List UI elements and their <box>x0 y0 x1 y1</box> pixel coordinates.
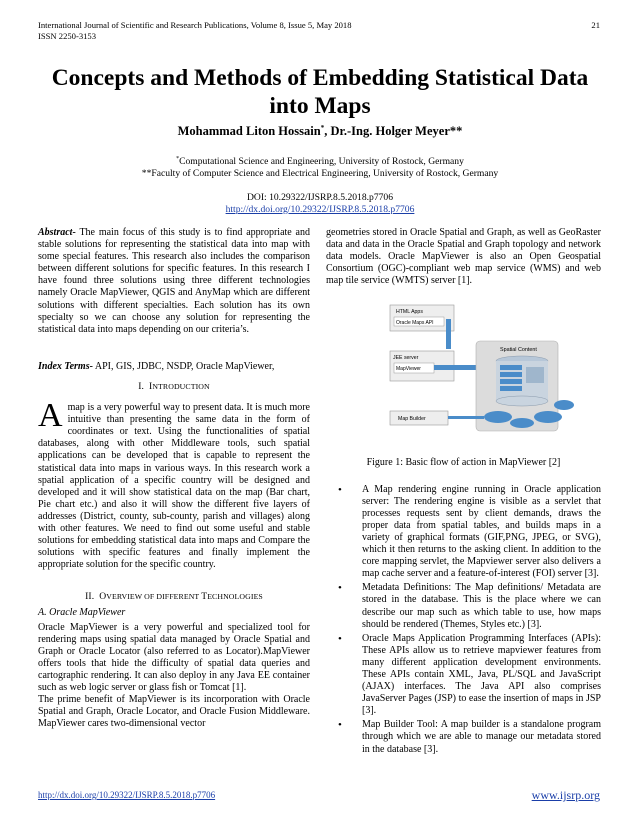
journal-name: International Journal of Scientific and Research Publications, Volume 8, Issue 5, May 2018 <box>38 20 352 30</box>
abstract-text: The main focus of this study is to find appropriate and stable solutions for representing the statistical data into map with some special features. This research also includes the comparison between different solutions for specific features. In this research I have found three solutions using three different technologies namely Oracle MapViewer, QGIS and AnyMap which are different solutions with different specialties. Each solution has its own specialty so we can choose any solution for representing the statistical data into maps depending on our criteria’s. <box>38 227 310 335</box>
bubble-3 <box>534 411 562 423</box>
section-2-rest-1: VERVIEW OF DIFFERENT <box>106 592 202 602</box>
html-apps-label: HTML Apps <box>396 309 423 316</box>
affiliation-1 <box>40 153 600 168</box>
spatial-content-label: Spatial Content <box>500 347 537 354</box>
right-column <box>326 227 601 758</box>
section-1-rest: NTRODUCTION <box>152 381 210 391</box>
mapviewer-paragraph-2: The prime benefit of MapViewer is its incorporation with Oracle Spatial and Graph, Oracle Locator, and Oracle Fusion Middleware. MapViewer cares two-dimensional vector <box>38 694 310 730</box>
paper-title: Concepts and Methods of Embedding Statistical Data into Maps <box>51 65 589 119</box>
list-item: • A Map rendering engine running in Oracle application server: The rendering engine is visible as a servlet that processes requests sent by client demands, draws the proper data from spatial tables, and builds maps in a variety of graphical formats (GIF,PNG, JPEG, or SVG), which it then returns to the asking client. In addition to the core mapping servlet, the Mapviewer server also delivers a map cache server and a feature-of-interest (FOI) server [3]. <box>326 484 601 581</box>
list-item: • Map Builder Tool: A map builder is a standalone program through which we are able to manage our metadata stored in the database [3]. <box>326 719 601 755</box>
footer-doi-link[interactable]: http://dx.doi.org/10.29322/IJSRP.8.5.2018.p7706 <box>38 790 216 800</box>
footer-site-link[interactable]: www.ijsrp.org <box>531 788 600 802</box>
list-item: • Oracle Maps Application Programming Interfaces (APIs): These APIs allow us to retrieve mapviewer features from many different application development environments. These APIs contain XML, Java, PL/SQL and JavaScript (AJAX) interfaces. The Java API also comprises JavaServer Pages (JSP) to ease the insertion of maps in JSP [3]. <box>326 633 601 718</box>
affiliation-2: **Faculty of Computer Science and Electrical Engineering, University of Rostock, Germany <box>141 168 499 180</box>
introduction-paragraph <box>38 397 310 571</box>
figure-1-caption: Figure 1: Basic flow of action in MapViewer [2] <box>366 457 561 469</box>
abstract-label: Abstract- <box>38 227 76 238</box>
affiliations <box>40 153 600 180</box>
spatial-tables-block <box>526 367 544 383</box>
author-1: Mohammad Liton Hossain <box>177 124 321 139</box>
left-column <box>38 227 310 730</box>
mapviewer-architecture-diagram <box>326 299 601 449</box>
section-2-rest-2: ECHNOLOGIES <box>207 592 263 602</box>
bullet-list <box>326 484 601 756</box>
database-bottom <box>496 396 548 406</box>
abstract <box>38 227 310 336</box>
metadata-row-4 <box>500 386 522 391</box>
affiliation-1-text: Computational Science and Engineering, University of Rostock, Germany <box>179 156 464 168</box>
issn: ISSN 2250-3153 <box>38 31 97 41</box>
mapviewer-label: MapViewer <box>396 366 421 373</box>
bubble-4 <box>554 400 574 410</box>
author-line <box>40 124 600 139</box>
doi-link[interactable]: http://dx.doi.org/10.29322/IJSRP.8.5.2018.p7706 <box>225 203 415 215</box>
running-header <box>38 20 600 42</box>
oracle-maps-api-label: Oracle Maps API <box>396 320 434 327</box>
map-builder-connector <box>448 416 484 419</box>
jee-server-label: JEE server <box>393 355 419 362</box>
introduction-text: map is a very powerful way to present data. It is much more intuitive than presenting the same data in the form of coordinates or text. Using the functionalities of spatial databases, along with other Middleware tools, such spatial applications can be developed that is capable to represent the statistical data into maps in various ways. In this research work a spatial application of a specific country will be designed and developed and it will show statistical data on the map (Bar chart, Pie chart etc.) and also it will show the different five layers of addresses (District, county, sub-county, parish and villages) along with other features. We need to find out some useful and stable solutions for embedding statistical data into maps and Compare the solutions with specific features and finally implement the appropriate solution for the specific country. <box>38 402 310 571</box>
section-heading-introduction <box>38 381 310 393</box>
map-builder-label: Map Builder <box>398 416 426 423</box>
figure-1 <box>326 299 601 449</box>
section-1-numeral: I. <box>138 380 145 392</box>
section-heading-overview <box>38 591 310 603</box>
list-item: • Metadata Definitions: The Map definitions/ Metadata are stored in the database. This is the place where we can describe our map such as which table to use, how maps should be rendered (Themes, Styles etc.) [3]. <box>326 582 601 630</box>
drop-cap: A <box>38 397 63 435</box>
author-1-mark: * <box>320 124 325 132</box>
metadata-row-3 <box>500 379 522 384</box>
doi-block <box>40 192 600 215</box>
index-terms-label: Index Terms- <box>38 360 93 372</box>
metadata-row-1 <box>500 365 522 370</box>
bubble-2 <box>510 418 534 428</box>
page-number: 21 <box>591 20 600 30</box>
subsection-heading-mapviewer: A. Oracle MapViewer <box>38 607 126 619</box>
bubble-1 <box>484 411 512 423</box>
affiliation-1-mark: * <box>176 156 180 162</box>
author-2: , Dr.-Ing. Holger Meyer** <box>324 124 463 139</box>
section-2-initial: O <box>99 591 107 603</box>
mapviewer-paragraph-1: Oracle MapViewer is a very powerful and specialized tool for rendering maps using spatial data managed by Oracle Spatial and Graph or Oracle Locator (also referred to as Locator).MapViewer offers tools that hide the difficulty of spatial data queries and cartographic rendering. It can also deploy in any Java EE container such as web logic server or glass fish or Tomcat [1]. <box>38 621 310 693</box>
section-2-numeral: II. <box>85 591 95 603</box>
vertical-connector <box>446 319 451 349</box>
section-2-initial-2: T <box>201 591 208 603</box>
section-1-initial: I <box>149 380 153 392</box>
metadata-row-2 <box>500 372 522 377</box>
right-paragraph-1: geometries stored in Oracle Spatial and Graph, as well as GeoRaster data and data in the Oracle Spatial and Graph topology and network data models. Oracle MapViewer is also an Open Geospatial Consortium (OGC)-compliant web map service (WMS) and web map tile service (WMTS) server [1]. <box>326 227 601 287</box>
doi-text: DOI: 10.29322/IJSRP.8.5.2018.p7706 <box>246 192 394 203</box>
index-terms-text: API, GIS, JDBC, NSDP, Oracle MapViewer, <box>92 360 275 372</box>
index-terms <box>38 361 310 373</box>
